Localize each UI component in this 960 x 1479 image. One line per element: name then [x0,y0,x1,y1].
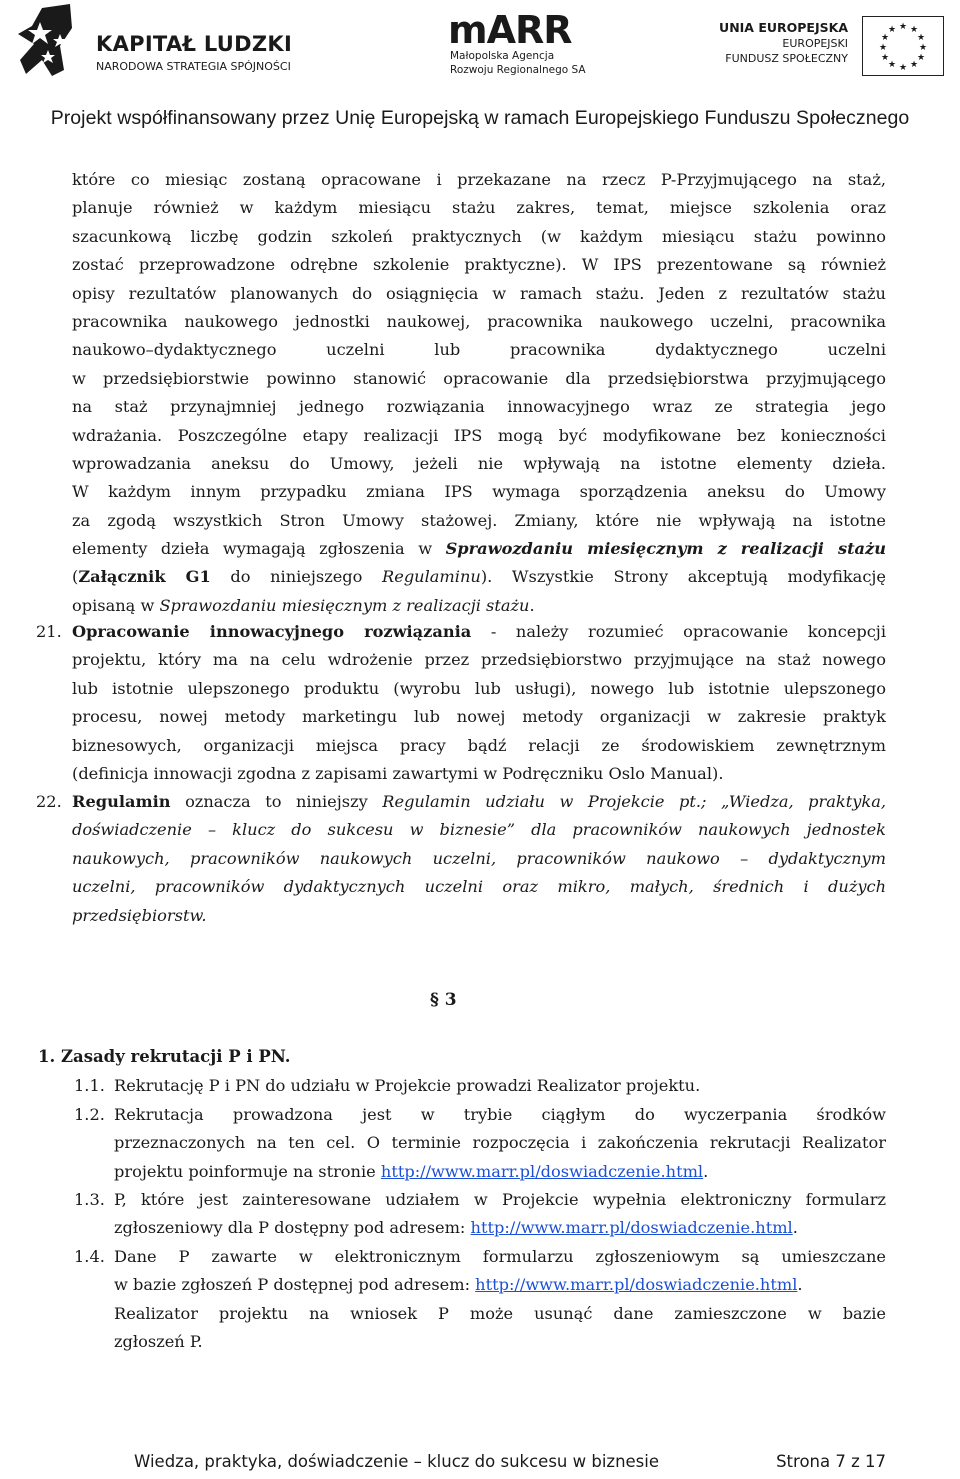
text-run: ). Wszystkie Strony akceptują modyfikację [480,567,886,587]
svg-text:★: ★ [880,53,890,63]
text-line: przeznaczonych na ten cel. O terminie rozpoczęcia i zakończenia rekrutacji Realizator [114,1133,886,1153]
recruitment-item-1 [114,1072,886,1100]
text-line: procesu, nowej metody marketingu lub nowej metody organizacji w zakresie praktyk [72,707,886,727]
svg-text:★: ★ [880,33,890,43]
text-run: projektu poinformuje na stronie [114,1161,381,1181]
text-line: wdrażania. Poszczególne etapy realizacji IPS mogą być modyfikowane bez konieczności [72,425,886,445]
text-line [72,563,886,591]
report-reference: Sprawozdaniu miesięcznym z realizacji stażu [159,595,530,615]
page-footer [0,1452,960,1479]
text-line [72,816,886,844]
text-run: ( [72,567,79,587]
marr-logo [448,10,598,80]
recruitment-item-3 [114,1186,886,1243]
svg-text:★: ★ [887,25,897,35]
footer-project-title: Wiedza, praktyka, doświadczenie – klucz do sukcesu w biznesie [134,1452,660,1471]
report-reference: Sprawozdaniu miesięcznym z realizacji stażu [445,539,886,559]
text-line [72,592,886,620]
text-line: za zgodą wszystkich Stron Umowy stażowej. Zmiany, które nie wpływają na istotne [72,510,886,530]
text-line [72,535,886,563]
text-line: które co miesiąc zostaną opracowane i przekazane na rzecz P-Przyjmującego na staż, [72,170,886,189]
eu-line3: FUNDUSZ SPOŁECZNY [725,52,848,65]
text-line: Dane P zawarte w elektronicznym formularzu zgłoszeniowym są umieszczane [114,1247,886,1266]
text-line: zostać przeprowadzone odrębne szkolenie praktyczne). W IPS prezentowane są również [72,255,886,275]
text-run: . [703,1161,709,1181]
text-line: opisy rezultatów planowanych do osiągnięcia w ramach stażu. Jeden z rezultatów stażu [72,283,886,303]
section-mark: § 3 [430,990,457,1010]
eu-line1: UNIA EUROPEJSKA [719,20,848,35]
text-line: lub istotnie ulepszonego produktu (wyrobu lub usługi), nowego lub istotnie ulepszonego [72,678,886,698]
text-run: zgłoszeniowy dla P dostępny pod adresem: [114,1218,471,1238]
definition-innovative-solution [72,618,886,788]
text-line: P, które jest zainteresowane udziałem w Projekcie wypełnia elektroniczny formularz [114,1190,886,1209]
item-number: 21. [36,622,62,641]
text-line: Rekrutację P i PN do udziału w Projekcie prowadzi Realizator projektu. [114,1076,701,1095]
text-line: planuje również w każdym miesiącu stażu zakres, temat, miejsce szkolenia oraz [72,198,886,218]
text-run: do niniejszego [210,567,383,587]
svg-text:★: ★ [898,22,908,32]
marr-name-line2: Rozwoju Regionalnego SA [450,64,586,76]
cofinancing-statement: Projekt współfinansowany przez Unię Europejską w ramach Europejskiego Funduszu Społecznego [50,107,910,129]
text-line: Realizator projektu na wniosek P może usunąć dane zamieszczone w bazie [114,1303,886,1323]
regulation-title: przedsiębiorstw. [72,905,207,925]
text-line: zgłoszeń P. [114,1332,203,1352]
text-line: (definicja innowacji zgodna z zapisami zawartymi w Podręczniku Oslo Manual). [72,763,724,783]
text-line [72,788,886,816]
text-line [114,1214,886,1242]
svg-text:★: ★ [878,43,888,53]
svg-text:★: ★ [887,60,897,70]
project-page-link[interactable]: http://www.marr.pl/doswiadczenie.html [380,1161,704,1181]
page-header [0,0,960,150]
text-line [114,1158,886,1186]
text-line: wprowadzania aneksu do Umowy, jeżeli nie wpływają na istotne elementy dzieła. [72,453,886,473]
text-run: . [529,595,535,615]
recruitment-item-4 [114,1243,886,1357]
eu-line2: EUROPEJSKI [782,37,848,50]
paragraph-ips [72,166,886,620]
text-line: pracownika naukowego jednostki naukowej, pracownika naukowego uczelni, pracownika [72,311,886,331]
kapital-ludzki-logo [12,4,312,84]
regulation-title: doświadczenie – klucz do sukcesu w biznesie” dla pracowników naukowych jednostek [72,820,886,840]
text-line: na staż przynajmniej jednego rozwiązania innowacyjnego wraz ze strategia jego [72,397,886,417]
regulation-title: Regulamin udziału w Projekcie pt.; „Wiedza, praktyka, [382,792,886,811]
text-run: oznacza to niniejszy [170,792,383,811]
text-line [72,873,886,901]
text-run: w bazie zgłoszeń P dostępnej pod adresem: [114,1275,476,1295]
text-line [114,1271,886,1299]
text-line: w przedsiębiorstwie powinno stanowić opracowanie dla przedsiębiorstwa przyjmującego [72,368,886,388]
text-line [72,902,886,930]
text-line: szacunkową liczbę godzin szkoleń praktycznych (w każdym miesiącu stażu powinno [72,226,886,246]
text-run: . [797,1275,803,1295]
text-line: biznesowych, organizacji miejsca pracy bądź relacji ze środowiskiem zewnętrznym [72,735,886,755]
regulation-title: naukowych, pracowników naukowych uczelni, pracowników naukowo – dydaktycznym [72,848,886,868]
defined-term: Opracowanie innowacyjnego rozwiązania [72,622,472,641]
svg-text:★: ★ [909,60,919,70]
text-line: projektu, który ma na celu wdrożenie przez przedsiębiorstwo przyjmujące na staż nowego [72,650,886,670]
kl-title: KAPITAŁ LUDZKI [96,32,293,56]
svg-text:★: ★ [916,33,926,43]
page-number: Strona 7 z 17 [776,1452,886,1471]
form-link[interactable]: http://www.marr.pl/doswiadczenie.html [470,1218,793,1238]
database-link[interactable]: http://www.marr.pl/doswiadczenie.html [475,1275,798,1295]
text-line: naukowo–dydaktycznego uczelni lub pracownika dydaktycznego uczelni [72,340,886,360]
eu-fund-text [719,20,848,66]
attachment-reference: Załącznik G1 [78,567,211,587]
text-line [72,845,886,873]
marr-logo-mark: mARR [448,8,572,52]
text-line: W każdym innym przypadku zmiana IPS wymaga sporządzenia aneksu do Umowy [72,482,886,502]
definition-regulation [72,788,886,930]
kapital-ludzki-emblem-icon [12,4,92,84]
item-number: 22. [36,792,62,811]
svg-text:★: ★ [909,25,919,35]
item-number: 1.3. [74,1190,105,1209]
text-line [72,618,886,646]
marr-name-line1: Małopolska Agencja [450,50,555,62]
kl-subtitle: NARODOWA STRATEGIA SPÓJNOŚCI [96,60,291,73]
item-number: 1.4. [74,1247,105,1266]
section-heading: 1. Zasady rekrutacji P i PN. [38,1047,291,1066]
regulation-title: uczelni, pracowników dydaktycznych uczelni oraz mikro, małych, średnich i dużych [72,877,886,897]
text-run: - należy rozumieć opracowanie koncepcji [471,622,886,641]
recruitment-item-2 [114,1101,886,1186]
text-run: . [792,1218,798,1238]
text-run: elementy dzieła wymagają zgłoszenia w [72,539,446,559]
svg-text:★: ★ [898,63,908,73]
eu-flag-icon [862,16,944,76]
text-line: Rekrutacja prowadzona jest w trybie ciągłym do wyczerpania środków [114,1105,886,1124]
defined-term: Regulamin [72,792,171,811]
text-run: opisaną w [72,595,160,615]
regulation-reference: Regulaminu [382,567,481,587]
item-number: 1.2. [74,1105,105,1124]
svg-text:★: ★ [918,43,928,53]
item-number: 1.1. [74,1076,105,1095]
svg-text:★: ★ [916,53,926,63]
